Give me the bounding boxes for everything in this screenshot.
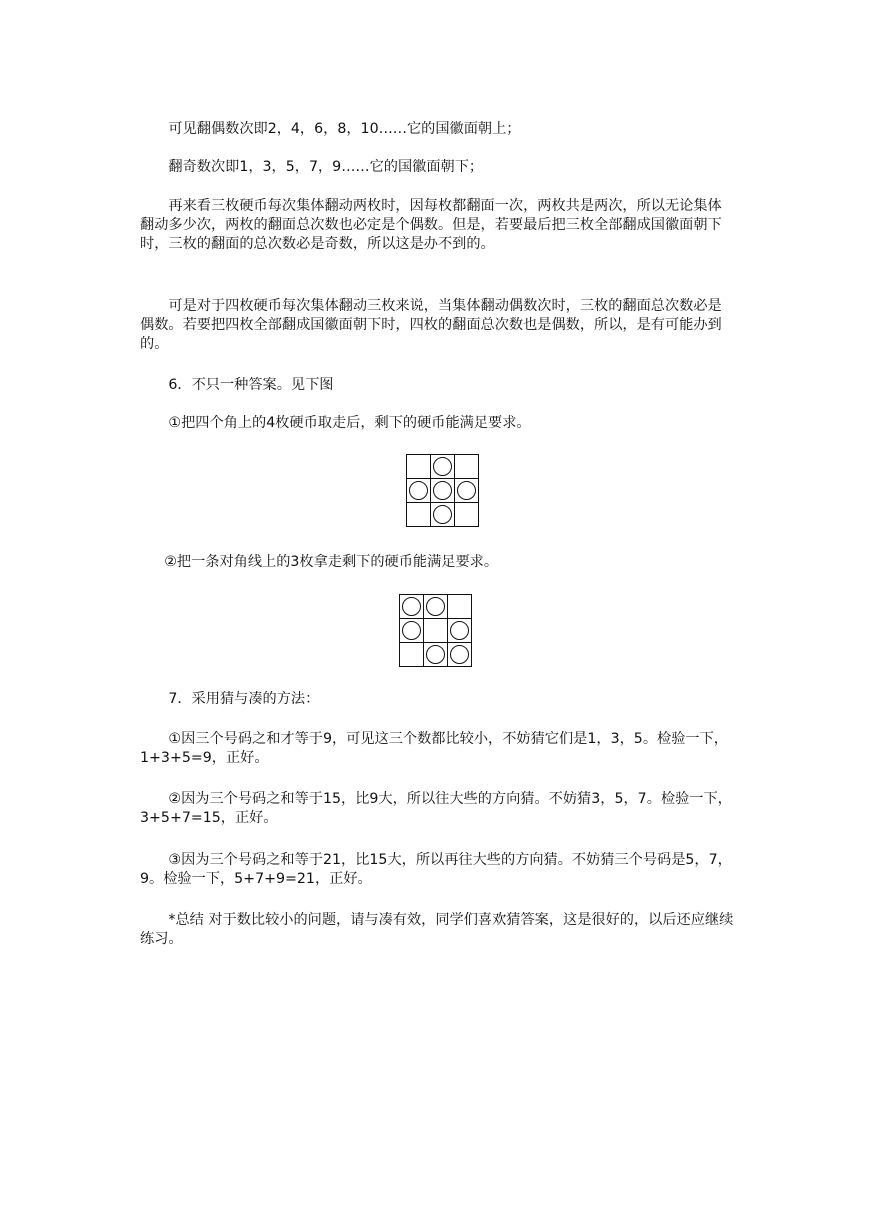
- paragraph-guess-15: ②因为三个号码之和等于15，比9大，所以往大些的方向猜。不妨猜3，5，7。检验一下，3+5+7=15，正好。: [140, 791, 732, 826]
- coin-icon: [433, 457, 452, 476]
- grid-cell: [424, 619, 448, 643]
- coin-icon: [450, 621, 469, 640]
- grid-cell: [448, 619, 472, 643]
- paragraph-guess-9: ①因三个号码之和才等于9，可见这三个数都比较小，不妨猜它们是1，3，5。检验一下，1+3+5=9，正好。: [140, 731, 728, 766]
- grid-cell: [431, 479, 455, 503]
- coin-grid-figure-1: [406, 454, 479, 527]
- paragraph-four-coins: 可是对于四枚硬币每次集体翻动三枚来说，当集体翻动偶数次时，三枚的翻面总次数必是偶数。若要把四枚全部翻成国徽面朝下时，四枚的翻面总次数也是偶数，所以，是有可能办到的。: [140, 298, 722, 352]
- coin-icon: [457, 481, 476, 500]
- paragraph-even-flips: 可见翻偶数次即2，4，6，8，10……它的国徽面朝上；: [140, 121, 521, 137]
- coin-icon: [402, 621, 421, 640]
- grid-cell: [424, 643, 448, 667]
- grid-cell: [407, 455, 431, 479]
- coin-icon: [433, 481, 452, 500]
- paragraph-answer-7: 7．采用猜与凑的方法：: [140, 691, 320, 707]
- grid-cell: [455, 503, 479, 527]
- grid-cell: [431, 503, 455, 527]
- paragraph-odd-flips: 翻奇数次即1，3，5，7，9……它的国徽面朝下；: [140, 159, 484, 175]
- coin-grid-figure-2: [399, 594, 472, 667]
- grid-cell: [400, 643, 424, 667]
- paragraph-summary: *总结 对于数比较小的问题，请与凑有效，同学们喜欢猜答案，这是很好的，以后还应继续练习。: [140, 912, 734, 947]
- grid-cell: [400, 595, 424, 619]
- coin-icon: [426, 645, 445, 664]
- paragraph-corners-removed: ①把四个角上的4枚硬币取走后，剩下的硬币能满足要求。: [140, 415, 531, 431]
- grid-cell: [400, 619, 424, 643]
- coin-icon: [433, 505, 452, 524]
- paragraph-three-coins: 再来看三枚硬币每次集体翻动两枚时，因每枚都翻面一次，两枚共是两次，所以无论集体翻动多少次，两枚的翻面总次数也必定是个偶数。但是，若要最后把三枚全部翻成国徽面朝下时，三枚的翻面的总次数必是奇数，所以这是办不到的。: [140, 198, 722, 252]
- grid-cell: [455, 479, 479, 503]
- grid-cell: [407, 503, 431, 527]
- paragraph-guess-21: ③因为三个号码之和等于21，比15大，所以再往大些的方向猜。不妨猜三个号码是5，7，9。检验一下，5+7+9=21，正好。: [140, 852, 732, 887]
- grid-cell: [448, 595, 472, 619]
- paragraph-diagonal-removed: ②把一条对角线上的3枚拿走剩下的硬币能满足要求。: [150, 554, 499, 570]
- grid-cell: [407, 479, 431, 503]
- grid-cell: [424, 595, 448, 619]
- coin-icon: [450, 645, 469, 664]
- coin-icon: [402, 597, 421, 616]
- paragraph-answer-6: 6．不只一种答案。见下图: [140, 377, 334, 393]
- grid-cell: [448, 643, 472, 667]
- grid-cell: [431, 455, 455, 479]
- grid-cell: [455, 455, 479, 479]
- coin-icon: [426, 597, 445, 616]
- coin-icon: [409, 481, 428, 500]
